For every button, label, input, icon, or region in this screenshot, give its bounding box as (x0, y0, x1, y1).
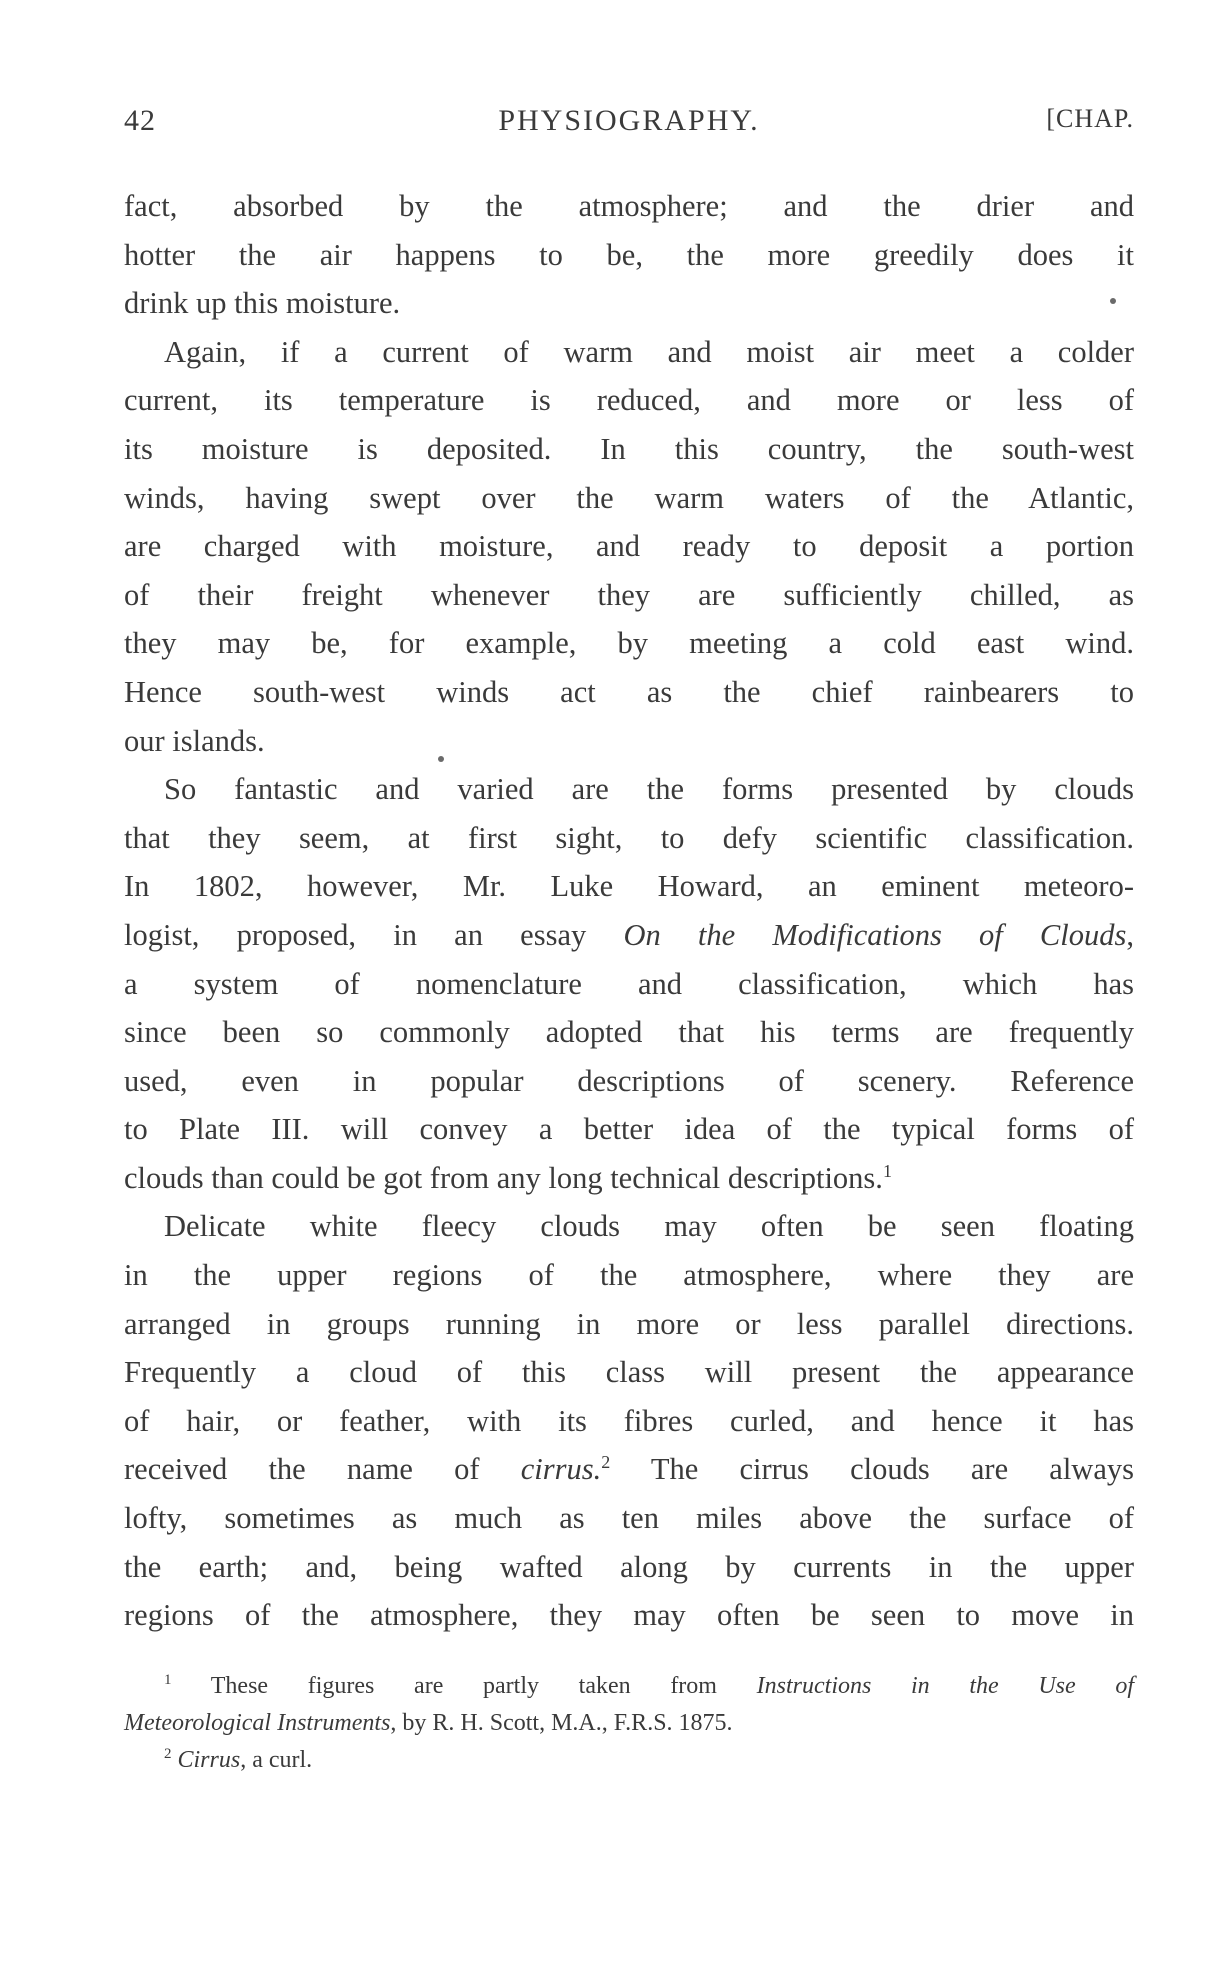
text-segment: clouds than could be got from any long technical descriptions. (124, 1160, 883, 1195)
body-text (124, 182, 1134, 1640)
text-line: its moisture is deposited. In this country, the south-west (124, 431, 1134, 466)
chapter-label: [CHAP. (1046, 104, 1134, 133)
print-speck (438, 756, 444, 762)
essay-title: On the Modifications of Clouds (623, 917, 1127, 952)
text-line: the earth; and, being wafted along by currents in the upper (124, 1549, 1134, 1584)
text-line: arranged in groups running in more or less parallel directions. (124, 1306, 1134, 1341)
footnote-title: Instructions in the Use of (756, 1673, 1134, 1699)
footnote-ref-2: 2 (601, 1452, 611, 1473)
running-title: PHYSIOGRAPHY. (498, 104, 760, 137)
footnote-text: , by R. H. Scott, M.A., F.R.S. 1875. (390, 1710, 733, 1736)
text-line (124, 1445, 1134, 1494)
text-line: they may be, for example, by meeting a cold east wind. (124, 626, 1134, 661)
footnote-word: Cirrus (177, 1747, 241, 1773)
running-header (124, 104, 1134, 144)
text-line: since been so commonly adopted that his terms are frequently (124, 1015, 1134, 1050)
text-line: lofty, sometimes as much as ten miles above the surface of (124, 1501, 1134, 1536)
text-line: used, even in popular descriptions of scenery. Reference (124, 1063, 1134, 1098)
text-line: are charged with moisture, and ready to deposit a portion (124, 529, 1134, 564)
text-line: drink up this moisture. (124, 286, 401, 321)
text-line: a system of nomenclature and classification, which has (124, 966, 1134, 1001)
footnote-1-cont (124, 1705, 1134, 1742)
text-line: of hair, or feather, with its fibres curled, and hence it has (124, 1403, 1134, 1438)
text-line: In 1802, however, Mr. Luke Howard, an eminent meteoro- (124, 869, 1134, 904)
text-line: regions of the atmosphere, they may often be seen to move in (124, 1598, 1134, 1633)
footnote-marker: 1 (164, 1672, 172, 1688)
text-segment: logist, proposed, in an essay (124, 917, 624, 952)
footnote-ref-1: 1 (882, 1160, 892, 1181)
footnote-2 (124, 1742, 1134, 1779)
text-line: Again, if a current of warm and moist air meet a colder (164, 334, 1134, 369)
text-line: of their freight whenever they are sufficiently chilled, as (124, 577, 1134, 612)
text-line: Hence south-west winds act as the chief rainbearers to (124, 674, 1134, 709)
text-line: fact, absorbed by the atmosphere; and the drier and (124, 189, 1134, 223)
text-line: Frequently a cloud of this class will present the appearance (124, 1355, 1134, 1390)
text-line: current, its temperature is reduced, and more or less of (124, 383, 1134, 418)
page-number: 42 (124, 104, 156, 137)
footnotes (124, 1668, 1134, 1779)
footnote-text: , a curl. (240, 1747, 313, 1773)
print-speck (1110, 298, 1116, 304)
text-line: to Plate III. will convey a better idea of the typical forms of (124, 1112, 1134, 1147)
text-line: in the upper regions of the atmosphere, where they are (124, 1258, 1134, 1293)
text-line: our islands. (124, 723, 265, 758)
text-line (124, 911, 1134, 960)
text-line (124, 1154, 1134, 1203)
text-line: Delicate white fleecy clouds may often be seen floating (164, 1209, 1134, 1244)
text-segment: The cirrus clouds are always (610, 1452, 1134, 1487)
footnote-1 (124, 1668, 1134, 1705)
cirrus-word: cirrus. (520, 1452, 602, 1487)
text-segment: , (1126, 917, 1134, 952)
footnote-title: Meteorological Instruments (124, 1710, 391, 1736)
footnote-marker: 2 (164, 1746, 172, 1762)
text-line: hotter the air happens to be, the more greedily does it (124, 237, 1134, 272)
text-line: So fantastic and varied are the forms presented by clouds (164, 772, 1134, 807)
text-segment: received the name of (124, 1452, 521, 1487)
text-line: that they seem, at first sight, to defy scientific classification. (124, 820, 1134, 855)
footnote-text: These figures are partly taken from (210, 1673, 757, 1699)
text-line: winds, having swept over the warm waters of the Atlantic, (124, 480, 1134, 515)
